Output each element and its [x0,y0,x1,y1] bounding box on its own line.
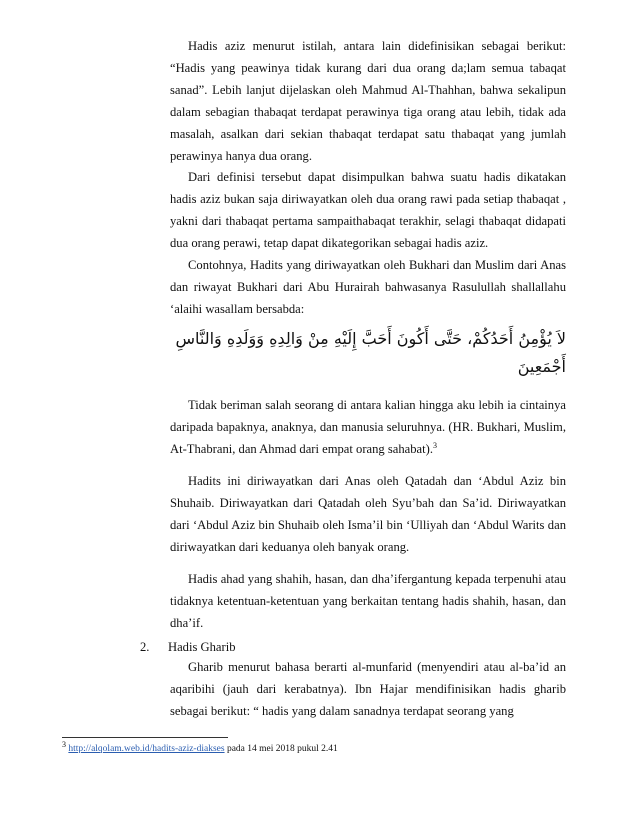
list-label: Hadis Gharib [168,640,236,654]
paragraph-example [170,255,566,321]
paragraph-conclusion [170,167,566,255]
paragraph-translation [170,395,566,461]
footnote-divider [62,737,228,738]
paragraph-text: Contohnya, Hadits yang diriwayatkan oleh Bukhari dan Muslim dari Anas dan riwayat Bukhari dari Abu Hurairah bahwasanya Rasulullah shallallahu ‘alaihi wasallam bersabda: [170,258,566,316]
paragraph-text: Gharib menurut bahasa berarti al-munfarid (menyendiri atau al-ba’id an aqaribihi (jauh dari kerabatnya). Ibn Hajar mendifinisikan hadis gharib sebagai berikut: “ hadis yang dalam sanadnya terdapat seorang yang [170,660,566,718]
footnote [62,739,338,755]
paragraph-ahad [170,569,566,635]
paragraph-chain [170,471,566,559]
footnote-link[interactable]: http://alqolam.web.id/hadits-aziz-diakses [68,744,225,754]
footnote-reference[interactable]: 3 [432,440,437,450]
footnote-number: 3 [62,739,66,749]
paragraph-gharib [170,657,566,723]
paragraph-text: Hadis aziz menurut istilah, antara lain didefinisikan sebagai berikut: “Hadis yang peawinya tidak kurang dari dua orang da;lam semua tabaqat sanad”. Lebih lanjut dijelaskan oleh Mahmud Al-Thahhan, bahwa sekalipun dalam sebagian thabaqat terdapat perawinya tiga orang atau lebih, tidak ada masalah, asalkan dari sekian thabaqat terdapat satu thabaqat yang jumlah perawinya hanya dua orang. [170,39,566,163]
paragraph-text: Hadits ini diriwayatkan dari Anas oleh Qatadah dan ‘Abdul Aziz bin Shuhaib. Diriwayatkan dari Qatadah oleh Syu’bah dan Sa’id. Diriwayatkan dari ‘Abdul Aziz bin Shuhaib oleh Isma’il bin ‘Ulliyah dan ‘Abdul Warits dan diriwayatkan dari keduanya oleh banyak orang. [170,474,566,554]
paragraph-definition [170,36,566,167]
paragraph-text [170,395,566,461]
paragraph-text: Dari definisi tersebut dapat disimpulkan bahwa suatu hadis dikatakan hadis aziz bukan saja diriwayatkan oleh dua orang rawi pada setiap thabaqat , yakni dari thabaqat pertama sampaithabaqat terakhir, selagi thabaqat didapati dua orang perawi, tetap dapat dikategorikan sebagai hadis aziz. [170,170,566,250]
list-number: 2. [140,640,150,654]
arabic-hadith-text: لاَ يُؤْمِنُ أَحَدُكُمْ، حَتَّى أَكُونَ أَحَبَّ إِلَيْهِ مِنْ وَالِدِهِ وَوَلَدِهِ وَالنَّاسِ أَجْمَعِينَ [175,329,566,376]
paragraph-text: Hadis ahad yang shahih, hasan, dan dha’ifergantung kepada terpenuhi atau tidaknya ketentuan-ketentuan yang berkaitan tentang hadis shahih, hasan, dan dha’if. [170,572,566,630]
translation-text: Tidak beriman salah seorang di antara kalian hingga aku lebih ia cintainya daripada bapaknya, anaknya, dan manusia seluruhnya. (HR. Bukhari, Muslim, At-Thabrani, dan Ahmad dari empat orang sahabat). [170,398,566,456]
footnote-text: pada 14 mei 2018 pukul 2.41 [224,744,338,754]
list-heading-hadis-gharib [140,635,236,659]
